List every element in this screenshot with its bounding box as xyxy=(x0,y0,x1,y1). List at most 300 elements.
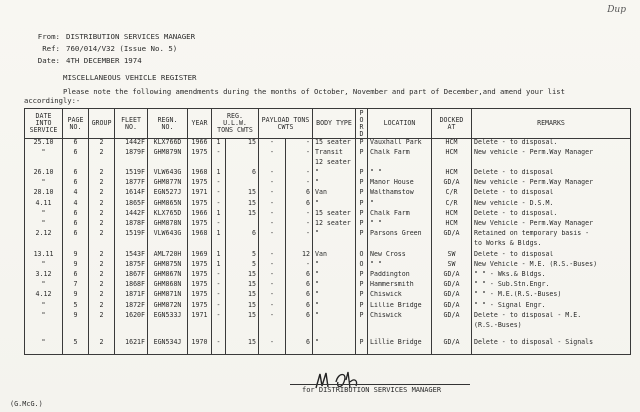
intro-text: Please note the following amendments during the months of October, November and part of December,and amend your list xyxy=(63,87,565,96)
table-cell: P xyxy=(356,220,368,230)
table-cell: - xyxy=(212,220,226,230)
table-row xyxy=(25,149,631,159)
table-cell: 2 xyxy=(89,312,115,322)
table-body xyxy=(25,139,631,355)
table-cell: P xyxy=(356,332,368,354)
table-cell: 1971 xyxy=(188,189,212,199)
table-cell xyxy=(148,159,188,169)
table-cell: " xyxy=(25,332,63,354)
table-cell: - xyxy=(259,230,286,240)
signature-line xyxy=(290,384,470,385)
table-cell: Vauxhall Park xyxy=(368,139,432,149)
table-cell: P xyxy=(356,281,368,291)
table-row xyxy=(25,179,631,189)
table-cell: 6 xyxy=(226,169,259,179)
table-cell: 15 xyxy=(226,271,259,281)
table-cell: - xyxy=(212,281,226,291)
table-cell: " xyxy=(313,230,356,240)
table-cell xyxy=(63,322,89,332)
intro-text-continued: accordingly:- xyxy=(24,96,81,105)
table-cell: - xyxy=(259,302,286,312)
table-cell xyxy=(188,322,212,332)
table-cell: 15 seater xyxy=(313,139,356,149)
table-cell xyxy=(89,240,115,250)
table-cell: 1 xyxy=(212,210,226,220)
table-cell: GD/A xyxy=(432,312,472,322)
table-cell: 1871F xyxy=(115,291,148,301)
table-cell xyxy=(226,240,259,250)
table-cell: 15 xyxy=(226,312,259,322)
table-cell: - xyxy=(212,312,226,322)
table-cell: 1620F xyxy=(115,312,148,322)
table-cell: 2 xyxy=(89,169,115,179)
table-cell: 2 xyxy=(89,200,115,210)
table-cell: " xyxy=(313,169,356,179)
table-cell: Delete - to disposal xyxy=(472,189,631,199)
table-cell: 1968 xyxy=(188,230,212,240)
table-cell: 1519F xyxy=(115,230,148,240)
table-cell: Van xyxy=(313,189,356,199)
table-cell: " xyxy=(25,210,63,220)
table-cell: Delete - to disposal. xyxy=(472,139,631,149)
table-cell: 1543F xyxy=(115,251,148,261)
table-cell xyxy=(226,179,259,189)
table-cell: " xyxy=(313,302,356,312)
table-cell: GHM871N xyxy=(148,291,188,301)
table-cell: EGN527J xyxy=(148,189,188,199)
table-cell xyxy=(368,159,432,169)
table-cell: 2 xyxy=(89,189,115,199)
table-cell xyxy=(25,159,63,169)
table-cell: Parsons Green xyxy=(368,230,432,240)
column-header: GROUP xyxy=(89,109,115,139)
table-cell: P xyxy=(356,179,368,189)
table-cell: - xyxy=(259,220,286,230)
table-cell: " xyxy=(25,179,63,189)
table-cell: - xyxy=(259,179,286,189)
table-cell: - xyxy=(259,189,286,199)
table-cell: - xyxy=(259,149,286,159)
table-cell xyxy=(432,240,472,250)
table-cell xyxy=(313,240,356,250)
table-cell: 1875F xyxy=(115,261,148,271)
table-cell: 2 xyxy=(89,302,115,312)
table-cell: 2 xyxy=(89,332,115,354)
table-cell: 4 xyxy=(63,200,89,210)
table-cell: 3.12 xyxy=(25,271,63,281)
table-row xyxy=(25,139,631,149)
column-header: YEAR xyxy=(188,109,212,139)
table-row xyxy=(25,159,631,169)
table-cell: 2 xyxy=(89,149,115,159)
table-cell: (R.S.-Buses) xyxy=(472,322,631,332)
table-cell: 1970 xyxy=(188,332,212,354)
table-cell: Van xyxy=(313,251,356,261)
table-cell: 1975 xyxy=(188,281,212,291)
table-cell: 25.10 xyxy=(25,139,63,149)
table-cell: 1971 xyxy=(188,312,212,322)
ref-label: Ref: xyxy=(42,44,60,53)
table-cell: Delete - to disposal - Signals xyxy=(472,332,631,354)
table-cell: New Vehicle - Perm.Way Manager xyxy=(472,220,631,230)
table-cell: Chalk Farm xyxy=(368,149,432,159)
table-cell: 1975 xyxy=(188,149,212,159)
table-cell: 1442F xyxy=(115,139,148,149)
table-cell: 1 xyxy=(212,139,226,149)
table-cell: - xyxy=(212,149,226,159)
table-cell: 15 xyxy=(226,200,259,210)
table-cell: P xyxy=(356,302,368,312)
table-cell: - xyxy=(259,200,286,210)
table-row xyxy=(25,240,631,250)
table-cell: HCM xyxy=(432,169,472,179)
table-cell: " xyxy=(313,179,356,189)
signature-caption: for DISTRIBUTION SERVICES MANAGER xyxy=(302,386,442,394)
table-cell: HCM xyxy=(432,210,472,220)
table-cell: 6 xyxy=(63,139,89,149)
table-cell: HCM xyxy=(432,220,472,230)
table-cell: New Vehicle - M.E. (R.S.-Buses) xyxy=(472,261,631,271)
table-cell: - xyxy=(212,291,226,301)
table-cell: VLW643G xyxy=(148,230,188,240)
column-header: DOCKED AT xyxy=(432,109,472,139)
table-cell: " xyxy=(313,271,356,281)
table-cell: " xyxy=(313,261,356,271)
table-row xyxy=(25,189,631,199)
table-cell: EGN533J xyxy=(148,312,188,322)
table-cell: " xyxy=(313,291,356,301)
table-cell: 15 xyxy=(226,281,259,291)
table-cell: O xyxy=(356,261,368,271)
table-cell xyxy=(89,159,115,169)
table-cell: HCM xyxy=(432,139,472,149)
table-cell: 15 xyxy=(226,332,259,354)
table-cell: P xyxy=(356,149,368,159)
table-cell: P xyxy=(356,291,368,301)
table-cell: 1975 xyxy=(188,179,212,189)
table-cell: 1975 xyxy=(188,261,212,271)
table-cell xyxy=(432,322,472,332)
table-cell: 1879F xyxy=(115,149,148,159)
table-cell xyxy=(89,322,115,332)
table-cell: - xyxy=(286,261,313,271)
table-cell: 4.11 xyxy=(25,200,63,210)
table-cell: 1614F xyxy=(115,189,148,199)
table-cell: 2.12 xyxy=(25,230,63,240)
table-cell: 6 xyxy=(286,291,313,301)
table-cell xyxy=(188,159,212,169)
table-cell: KLX766D xyxy=(148,139,188,149)
table-cell: 12 seater xyxy=(313,159,356,169)
table-cell: 2 xyxy=(89,139,115,149)
table-cell: - xyxy=(259,312,286,322)
table-cell: New Cross xyxy=(368,251,432,261)
date-line xyxy=(24,56,142,65)
table-cell: GHM868N xyxy=(148,281,188,291)
table-cell: SW xyxy=(432,251,472,261)
table-cell xyxy=(472,159,631,169)
table-cell xyxy=(368,240,432,250)
table-cell: 1865F xyxy=(115,200,148,210)
table-cell: - xyxy=(259,271,286,281)
table-row xyxy=(25,230,631,240)
table-cell: 9 xyxy=(63,312,89,322)
table-row xyxy=(25,322,631,332)
from-line xyxy=(24,32,195,41)
table-row xyxy=(25,281,631,291)
table-cell: Transit xyxy=(313,149,356,159)
table-row xyxy=(25,200,631,210)
table-cell: GHM878N xyxy=(148,220,188,230)
column-header: DATE INTO SERVICE xyxy=(25,109,63,139)
table-cell: 2 xyxy=(89,220,115,230)
table-cell: 6 xyxy=(63,169,89,179)
date-label: Date: xyxy=(37,56,60,65)
table-cell: 6 xyxy=(286,312,313,322)
table-cell: 1868F xyxy=(115,281,148,291)
table-cell: Delete - to disposal. xyxy=(472,210,631,220)
table-cell: GHM872N xyxy=(148,302,188,312)
table-cell: " " - Sub.Stn.Engr. xyxy=(472,281,631,291)
table-cell: - xyxy=(212,189,226,199)
ref-line xyxy=(24,44,177,53)
table-cell: Lillie Bridge xyxy=(368,332,432,354)
table-cell: 1442F xyxy=(115,210,148,220)
table-cell xyxy=(226,322,259,332)
column-header: LOCATION xyxy=(368,109,432,139)
table-cell: HCM xyxy=(432,149,472,159)
table-cell: 26.10 xyxy=(25,169,63,179)
table-cell: 1872F xyxy=(115,302,148,312)
table-cell: GHM867N xyxy=(148,271,188,281)
table-row xyxy=(25,261,631,271)
table-cell xyxy=(226,149,259,159)
table-cell: 2 xyxy=(89,179,115,189)
table-cell: Delete - to disposal xyxy=(472,169,631,179)
column-header: PAGE NO. xyxy=(63,109,89,139)
table-cell: 2 xyxy=(89,210,115,220)
table-cell: - xyxy=(259,332,286,354)
table-cell: GHM877N xyxy=(148,179,188,189)
table-row xyxy=(25,169,631,179)
table-cell: VLW643G xyxy=(148,169,188,179)
table-cell: " xyxy=(313,332,356,354)
table-cell: P xyxy=(356,189,368,199)
table-cell: 5 xyxy=(226,251,259,261)
table-cell: " xyxy=(25,220,63,230)
table-cell: GHM865N xyxy=(148,200,188,210)
corner-annotation: Dup xyxy=(607,5,626,15)
table-cell: 12 seater xyxy=(313,220,356,230)
table-row xyxy=(25,251,631,261)
table-cell: " xyxy=(25,312,63,322)
table-cell: P xyxy=(356,312,368,322)
table-cell: 15 xyxy=(226,210,259,220)
table-cell xyxy=(212,240,226,250)
table-cell xyxy=(212,322,226,332)
table-cell: New vehicle - Perm.Way Manager xyxy=(472,179,631,189)
table-cell: Lillie Bridge xyxy=(368,302,432,312)
column-header: BODY TYPE xyxy=(313,109,356,139)
table-cell: New vehicle - Perm.Way Manager xyxy=(472,149,631,159)
table-cell: P xyxy=(356,200,368,210)
table-row xyxy=(25,332,631,354)
table-cell xyxy=(226,220,259,230)
table-cell: - xyxy=(212,200,226,210)
table-cell xyxy=(286,240,313,250)
table-cell: P xyxy=(356,230,368,240)
typist-reference: (G.McG.) xyxy=(10,400,43,408)
table-cell: 2 xyxy=(89,271,115,281)
table-cell: 9 xyxy=(63,291,89,301)
table-cell: - xyxy=(286,139,313,149)
table-cell: 1968 xyxy=(188,169,212,179)
table-cell: 2 xyxy=(89,251,115,261)
table-cell xyxy=(356,240,368,250)
table-cell xyxy=(25,240,63,250)
table-row xyxy=(25,220,631,230)
table-cell: to Works & Bldgs. xyxy=(472,240,631,250)
table-cell: 5 xyxy=(226,261,259,271)
table-cell: 5 xyxy=(63,332,89,354)
table-cell xyxy=(188,240,212,250)
table-cell: 9 xyxy=(63,261,89,271)
table-cell: 6 xyxy=(286,189,313,199)
table-cell: " " - Signal Engr. xyxy=(472,302,631,312)
table-cell: GD/A xyxy=(432,179,472,189)
table-cell: - xyxy=(286,149,313,159)
table-cell: Hammersmith xyxy=(368,281,432,291)
table-cell: 1621F xyxy=(115,332,148,354)
table-cell: - xyxy=(212,179,226,189)
table-cell: 1 xyxy=(212,169,226,179)
table-cell: 1878F xyxy=(115,220,148,230)
table-cell: 6 xyxy=(63,230,89,240)
table-cell: 6 xyxy=(286,332,313,354)
table-cell: 1975 xyxy=(188,220,212,230)
table-cell: 2 xyxy=(89,230,115,240)
table-cell: AML720H xyxy=(148,251,188,261)
table-cell: 1975 xyxy=(188,302,212,312)
table-cell: Walthamstow xyxy=(368,189,432,199)
table-cell: 6 xyxy=(63,220,89,230)
table-cell xyxy=(148,240,188,250)
column-header: REMARKS xyxy=(472,109,631,139)
table-cell: - xyxy=(286,210,313,220)
table-cell: 6 xyxy=(286,200,313,210)
table-cell xyxy=(212,159,226,169)
table-row xyxy=(25,312,631,322)
table-cell: 2 xyxy=(89,261,115,271)
ref-value: 760/014/V32 (Issue No. 5) xyxy=(66,44,178,53)
table-cell: GD/A xyxy=(432,230,472,240)
table-cell: 1867F xyxy=(115,271,148,281)
date-value: 4TH DECEMBER 1974 xyxy=(66,56,142,65)
table-cell: Retained on temporary basis - xyxy=(472,230,631,240)
table-cell: " " - Wks.& Bldgs. xyxy=(472,271,631,281)
table-cell: 2 xyxy=(89,281,115,291)
table-cell xyxy=(25,322,63,332)
from-label: From: xyxy=(37,32,60,41)
table-cell: 15 xyxy=(226,302,259,312)
table-cell xyxy=(368,322,432,332)
table-cell xyxy=(115,322,148,332)
table-cell: GD/A xyxy=(432,332,472,354)
table-row xyxy=(25,210,631,220)
table-cell: New vehicle - D.S.M. xyxy=(472,200,631,210)
table-cell: 1969 xyxy=(188,251,212,261)
table-cell: KLX765D xyxy=(148,210,188,220)
table-cell: O xyxy=(356,251,368,261)
table-cell xyxy=(313,322,356,332)
table-cell: GD/A xyxy=(432,271,472,281)
table-cell: C/R xyxy=(432,189,472,199)
table-cell: 1 xyxy=(212,230,226,240)
table-cell: GD/A xyxy=(432,302,472,312)
table-cell: P xyxy=(356,210,368,220)
table-cell: GHM879N xyxy=(148,149,188,159)
table-cell: 15 xyxy=(226,139,259,149)
table-cell: " xyxy=(25,149,63,159)
table-row xyxy=(25,302,631,312)
table-cell: Chiswick xyxy=(368,291,432,301)
document-title: MISCELLANEOUS VEHICLE REGISTER xyxy=(63,73,197,82)
from-value: DISTRIBUTION SERVICES MANAGER xyxy=(66,32,196,41)
table-cell: - xyxy=(286,220,313,230)
table-cell: GD/A xyxy=(432,281,472,291)
table-cell: 6 xyxy=(63,149,89,159)
column-header: P O R D xyxy=(356,109,368,139)
table-cell: " xyxy=(313,200,356,210)
table-cell: 6 xyxy=(286,281,313,291)
table-cell: Chalk Farm xyxy=(368,210,432,220)
table-cell: 28.10 xyxy=(25,189,63,199)
table-cell: 7 xyxy=(63,281,89,291)
table-cell: Delete - to disposal - M.E. xyxy=(472,312,631,322)
table-cell: 1975 xyxy=(188,291,212,301)
table-cell: 5 xyxy=(63,302,89,312)
table-cell xyxy=(115,240,148,250)
column-header: REGN. NO. xyxy=(148,109,188,139)
table-cell: " " xyxy=(368,261,432,271)
table-cell xyxy=(286,159,313,169)
table-header-row xyxy=(25,109,631,139)
table-cell: - xyxy=(259,169,286,179)
vehicle-register-table xyxy=(24,108,631,355)
column-header: PAYLOAD TONS CWTS xyxy=(259,109,313,139)
table-cell: - xyxy=(259,251,286,261)
table-cell: - xyxy=(259,281,286,291)
table-cell xyxy=(259,322,286,332)
table-cell xyxy=(148,322,188,332)
table-cell: 1 xyxy=(212,261,226,271)
table-cell xyxy=(63,240,89,250)
table-cell: " xyxy=(313,312,356,322)
table-cell: 15 seater xyxy=(313,210,356,220)
table-cell: 1975 xyxy=(188,271,212,281)
table-cell: " xyxy=(313,281,356,291)
table-cell: 1877F xyxy=(115,179,148,189)
table-cell: EGN534J xyxy=(148,332,188,354)
table-cell: Chiswick xyxy=(368,312,432,322)
table-cell: 13.11 xyxy=(25,251,63,261)
table-cell: 15 xyxy=(226,291,259,301)
table-cell: P xyxy=(356,139,368,149)
table-cell: 6 xyxy=(63,179,89,189)
table-cell xyxy=(63,159,89,169)
table-cell: GD/A xyxy=(432,291,472,301)
table-row xyxy=(25,291,631,301)
